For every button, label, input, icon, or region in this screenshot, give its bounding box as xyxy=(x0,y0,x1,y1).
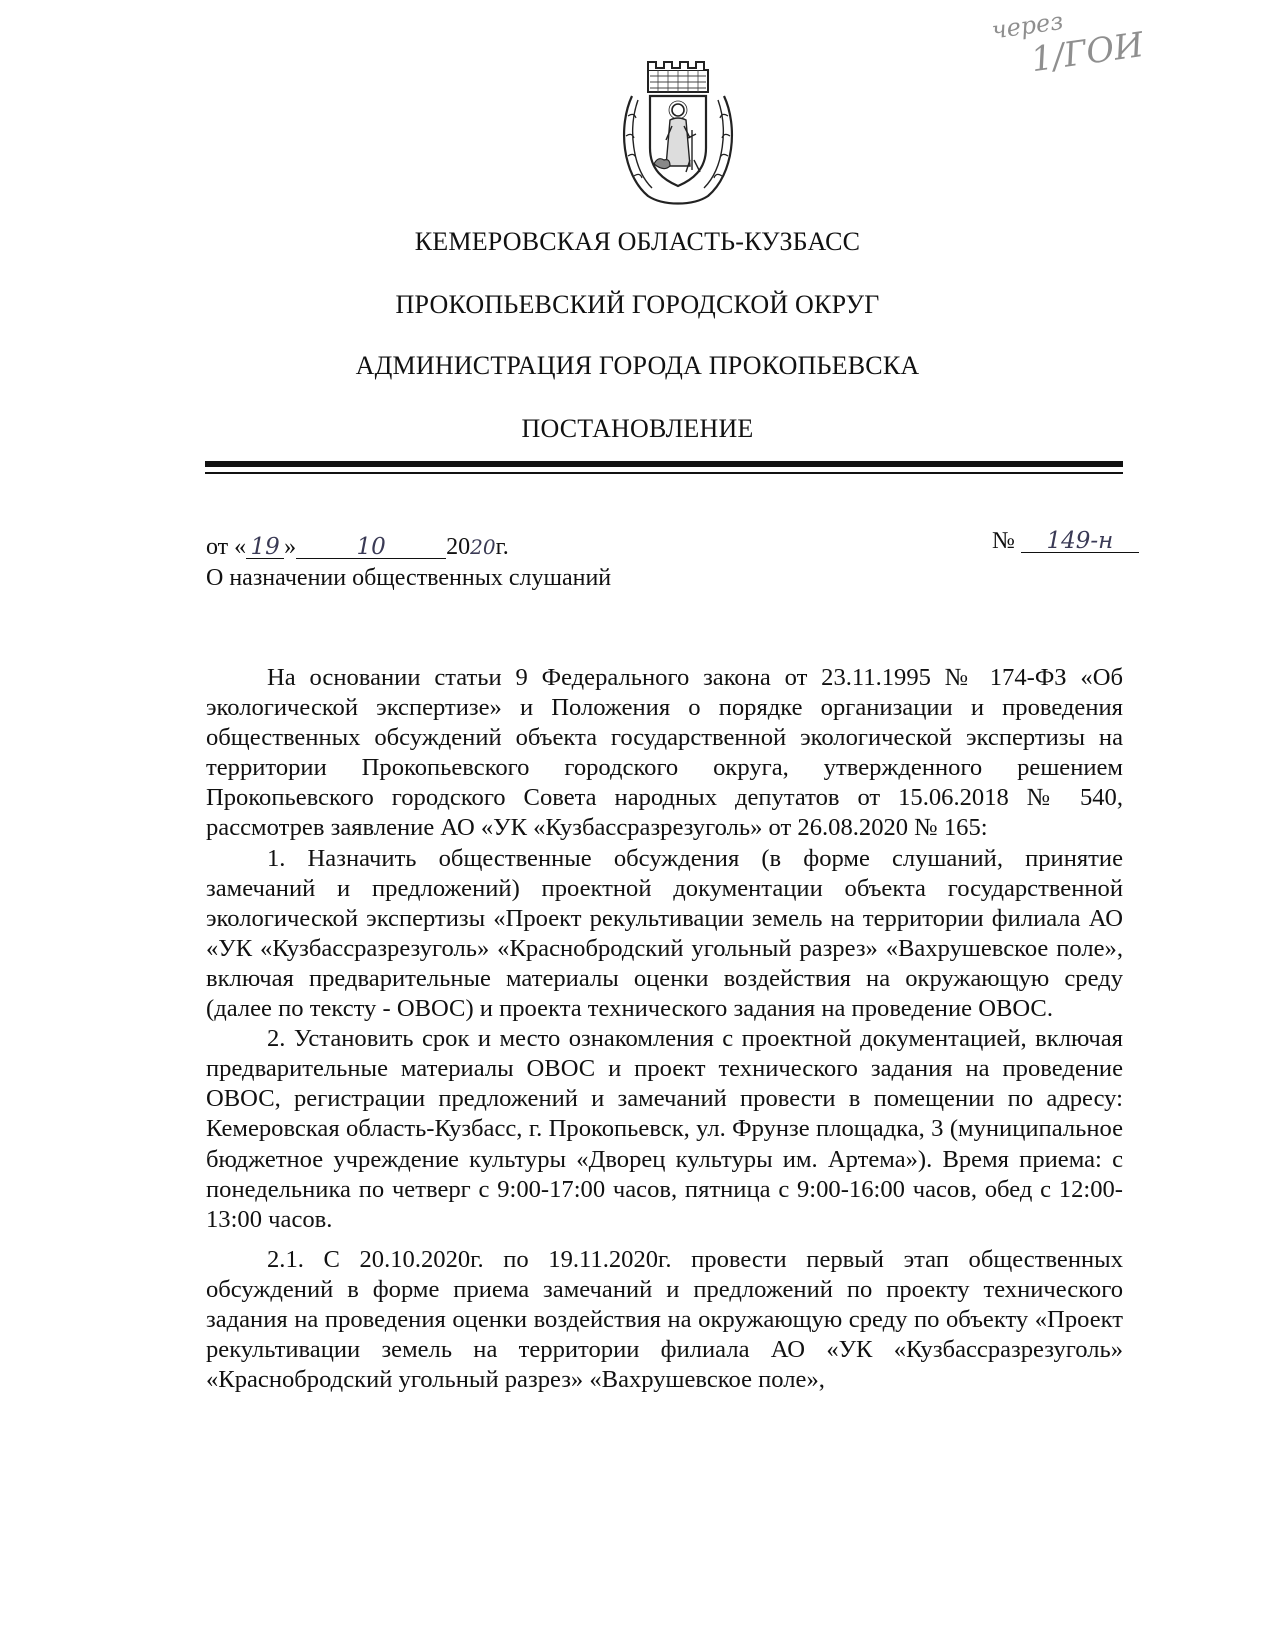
header-divider-thick xyxy=(205,461,1123,467)
paragraph-item-2-1: 2.1. С 20.10.2020г. по 19.11.2020г. провести первый этап общественных обсуждений в форме приема замечаний и предложений по проекту технического задания на проведения оценки воздействия на окружающую среду по объекту «Проект рекультивации земель на территории филиала АО «УК «Кузбассразрезуголь» «Краснобродский угольный разрез» «Вахрушевское поле», xyxy=(206,1245,1123,1394)
paragraph-item-2: 2. Установить срок и место ознакомления с проектной документацией, включая предварительные материалы ОВОС и проект технического задания на проведение ОВОС, регистрации предложений и замечаний провести в помещении по адресу: Кемеровская область-Кузбасс, г. Прокопьевск, ул. Фрунзе площадка, 3 (муниципальное бюджетное учреждение культуры «Дворец культуры им. Артема»). Время приема: с понедельника по четверг с 9:00-17:00 часов, пятница с 9:00-16:00 часов, обед с 12:00-13:00 часов. xyxy=(206,1025,1123,1233)
document-subject: О назначении общественных слушаний xyxy=(206,565,612,591)
paragraph-preamble: На основании статьи 9 Федерального закона от 23.11.1995 № 174-ФЗ «Об экологической экспертизе» и Положения о порядке организации и проведения общественных обсуждений объекта государственной экологической экспертизы на территории Прокопьевского городского округа, утвержденного решением Прокопьевского городского Совета народных депутатов от 15.06.2018 № 540, рассмотрев заявление АО «УК «Кузбассразрезуголь» от 26.08.2020 № 165: xyxy=(206,664,1123,842)
header-divider-thin xyxy=(205,472,1123,474)
region-title: КЕМЕРОВСКАЯ ОБЛАСТЬ-КУЗБАСС xyxy=(414,227,861,256)
date-year-handwritten: 20 xyxy=(470,535,496,559)
document-number xyxy=(992,528,1139,555)
document-date xyxy=(206,534,509,561)
corner-note-line-2: 1/ГОИ xyxy=(1028,24,1147,81)
corner-note-line-1: через xyxy=(989,6,1065,45)
date-year-prefix: 20 xyxy=(446,534,471,560)
date-day-handwritten: 19 xyxy=(250,534,280,560)
date-month-field xyxy=(296,534,446,559)
date-month-handwritten: 10 xyxy=(356,534,386,560)
document-body xyxy=(206,663,1123,1395)
administration-title: АДМИНИСТРАЦИЯ ГОРОДА ПРОКОПЬЕВСКА xyxy=(355,351,920,380)
number-label: № xyxy=(992,528,1015,554)
city-coat-of-arms-icon xyxy=(618,56,738,206)
date-suffix: г. xyxy=(495,534,509,560)
date-day-field xyxy=(246,534,284,559)
date-prefix: от « xyxy=(206,534,247,560)
handwritten-corner-note xyxy=(980,0,1159,99)
paragraph-item-1: 1. Назначить общественные обсуждения (в форме слушаний, принятие замечаний и предложений) проектной документации объекта государственной экологической экспертизы «Проект рекультивации земель на территории филиала АО «УК «Кузбассразрезуголь» «Краснобродский угольный разрез» «Вахрушевское поле», включая предварительные материалы оценки воздействия на окружающую среду (далее по тексту - ОВОС) и проекта технического задания на проведение ОВОС. xyxy=(206,844,1123,1023)
number-handwritten: 149-н xyxy=(1046,528,1114,554)
document-type-title: ПОСТАНОВЛЕНИЕ xyxy=(521,414,754,443)
date-day-close: » xyxy=(284,534,297,560)
district-title: ПРОКОПЬЕВСКИЙ ГОРОДСКОЙ ОКРУГ xyxy=(395,290,880,319)
number-field xyxy=(1021,528,1139,553)
